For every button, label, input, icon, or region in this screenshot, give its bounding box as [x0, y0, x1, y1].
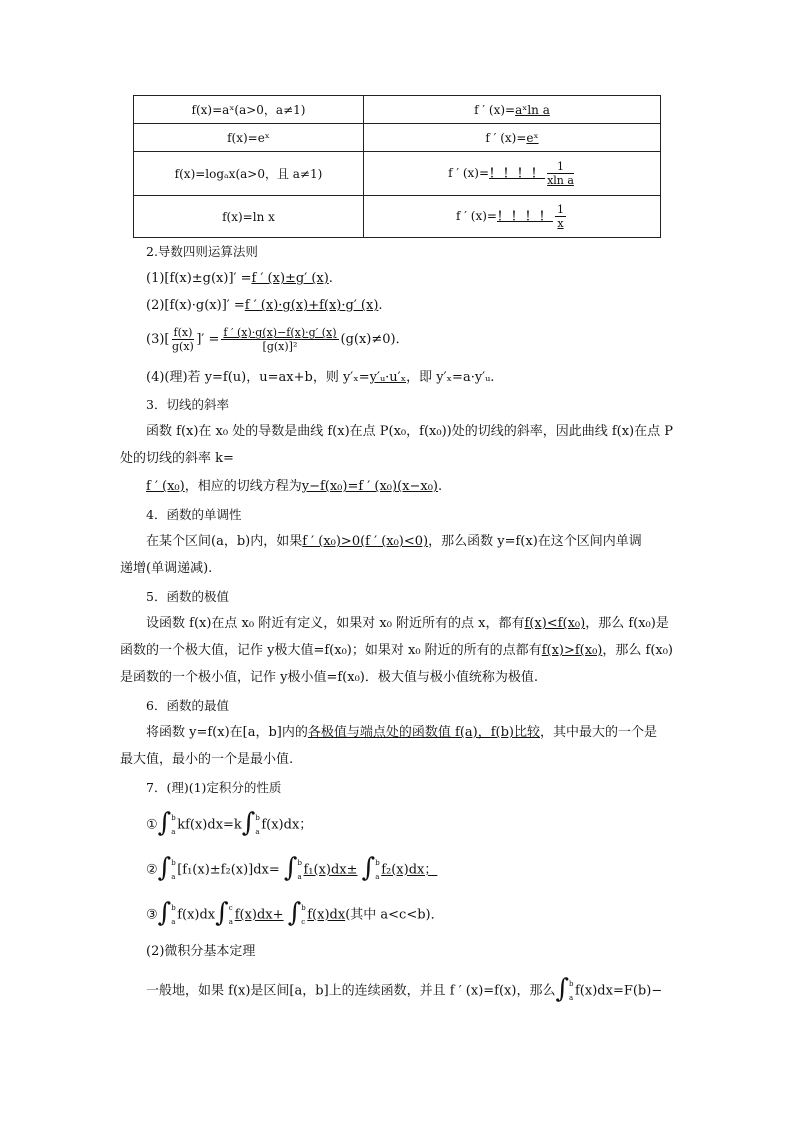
- rule-line: [146, 298, 383, 314]
- section-heading: 4．函数的单调性: [146, 507, 242, 522]
- paragraph-text: 在某个区间(a，b)内，如果: [146, 534, 303, 549]
- table-row: [134, 96, 661, 124]
- paragraph-line: [146, 534, 642, 550]
- table-cell-derivative: [364, 152, 661, 196]
- fraction: [555, 203, 566, 230]
- lower-limit: a: [228, 918, 233, 926]
- rule-answer: f ′ (x)·g(x)+f(x)·g′ (x): [244, 298, 379, 313]
- rule-line: [146, 325, 409, 355]
- integral-limits: [229, 906, 235, 924]
- rule-text: (2)[f(x)·g(x)]′ =: [146, 298, 245, 313]
- lower-limit: a: [171, 873, 176, 881]
- table-cell-function: f(x)=logₐx(a>0，且 a≠1): [134, 152, 364, 196]
- paragraph-text: ，其中最大的一个是: [540, 725, 658, 740]
- paragraph-text: 函数的一个极大值，记作 y极大值=f(x₀)；如果对 x₀ 附近的所有的点都有: [120, 643, 542, 658]
- lower-limit: a: [171, 918, 176, 926]
- paragraph-text: 将函数 y=f(x)在[a，b]内的: [146, 725, 308, 740]
- paragraph-line: 递增(单调递减).: [120, 561, 213, 576]
- fraction-numerator: 1: [557, 203, 564, 216]
- fraction-denominator: [g(x)]²: [262, 340, 298, 353]
- rule-answer: f ′ (x)±g′ (x): [251, 271, 329, 286]
- rule-text: (1)[f(x)±g(x)]′ =: [146, 271, 252, 286]
- table-cell-derivative: [364, 124, 661, 152]
- integral-sign: ∫: [287, 898, 302, 928]
- table-cell-function: f(x)=ln x: [134, 196, 364, 238]
- fraction-numerator: f(x): [173, 326, 193, 339]
- derivative-prefix: f ′ (x)=: [448, 166, 490, 180]
- fraction-denominator: xln a: [547, 174, 574, 187]
- rule-answer: y′ᵤ·u′ₓ: [369, 370, 407, 385]
- section-heading: 7．(理)(1)定积分的性质: [146, 780, 282, 795]
- rule-text: (g(x)≠0)．: [340, 332, 409, 347]
- answer-blank: ！！！！: [489, 166, 546, 180]
- integral-sign: ∫: [157, 808, 172, 838]
- answer-blank: ！！！！: [496, 209, 553, 223]
- paragraph-line: 最大值，最小的一个是最小值.: [120, 752, 294, 767]
- integral-limits: [255, 816, 261, 834]
- paragraph-text: ，那么 f(x₀): [602, 643, 674, 658]
- upper-limit: b: [171, 859, 176, 867]
- answer-text: f₁(x)dx±: [303, 862, 358, 878]
- integral-sign: ∫: [283, 853, 298, 883]
- table-row: [134, 152, 661, 196]
- answer-text: f(x)<f(x₀): [524, 616, 586, 631]
- section-heading: 3．切线的斜率: [146, 397, 229, 412]
- lower-limit: a: [569, 994, 574, 1002]
- integral-limits: [297, 861, 303, 879]
- integral-sign: ∫: [361, 853, 376, 883]
- fraction-numerator: 1: [547, 160, 574, 174]
- fraction: [547, 160, 574, 187]
- item-marker: ①: [146, 817, 158, 833]
- paragraph-line: [146, 616, 669, 632]
- answer-text: f₂(x)dx；: [381, 862, 438, 878]
- integral-sign: ∫: [241, 808, 256, 838]
- table-cell-derivative: [364, 96, 661, 124]
- rule-text: ，即 y′ₓ=a·y′ᵤ.: [406, 370, 495, 385]
- integral-limits: [301, 906, 307, 924]
- rule-text: (4)(理)若 y=f(u)，u=ax+b，则 y′ₓ=: [146, 370, 370, 385]
- lower-limit: a: [297, 873, 302, 881]
- integral-limits: [171, 861, 177, 879]
- answer-text: f(x)>f(x₀): [541, 643, 603, 658]
- paragraph-text: 一般地，如果 f(x)是区间[a，b]上的连续函数，并且 f ′ (x)=f(x)，那么: [146, 983, 556, 999]
- integral-property-1: [146, 808, 313, 838]
- rule-text: (3)[: [146, 332, 170, 347]
- paragraph-text: ，相应的切线方程为: [184, 479, 302, 494]
- fraction-denominator: g(x): [172, 340, 194, 353]
- item-marker: ②: [146, 862, 158, 878]
- rule-text: .: [378, 298, 383, 313]
- paragraph-text: ，那么函数 y=f(x)在这个区间内单调: [428, 534, 642, 549]
- fraction: [221, 326, 338, 353]
- lower-limit: a: [375, 873, 380, 881]
- table-row: [134, 196, 661, 238]
- upper-limit: b: [569, 980, 574, 988]
- table-cell-derivative: [364, 196, 661, 238]
- table-cell-function: f(x)=eˣ: [134, 124, 364, 152]
- upper-limit: c: [228, 904, 233, 912]
- formula-text: (其中 a<c<b)．: [345, 907, 444, 923]
- formula-text: f(x)dx；: [261, 817, 313, 833]
- paragraph-text: .: [438, 479, 443, 494]
- rule-line: [146, 271, 333, 287]
- table-cell-function: f(x)=aˣ(a>0，a≠1): [134, 96, 364, 124]
- fraction-denominator: x: [557, 217, 564, 230]
- integral-sign: ∫: [157, 898, 172, 928]
- integral-limits: [171, 906, 177, 924]
- integral-limits: [375, 861, 381, 879]
- fraction-numerator: f ′ (x)·g(x)−f(x)·g′ (x): [223, 326, 337, 339]
- sub-heading: (2)微积分基本定理: [146, 944, 256, 959]
- derivative-table: [133, 95, 661, 238]
- lower-limit: a: [171, 828, 176, 836]
- paragraph-line: [146, 725, 657, 741]
- upper-limit: b: [375, 859, 380, 867]
- integral-property-2: [146, 853, 438, 883]
- section-heading: 6．函数的最值: [146, 698, 229, 713]
- integral-sign: ∫: [215, 898, 229, 928]
- answer-text: f ′ (x₀)>0(f ′ (x₀)<0): [302, 534, 429, 549]
- derivative-answer: eˣ: [526, 130, 539, 145]
- formula-text: f(x)dx: [177, 907, 216, 923]
- paragraph-line: 函数 f(x)在 x₀ 处的导数是曲线 f(x)在点 P(x₀，f(x₀))处的切线的斜率，因此曲线 f(x)在点 P: [146, 424, 674, 439]
- paragraph-line: 是函数的一个极小值，记作 y极小值=f(x₀)．极大值与极小值统称为极值.: [120, 670, 538, 685]
- upper-limit: b: [171, 814, 176, 822]
- table-row: [134, 124, 661, 152]
- derivative-prefix: f ′ (x)=: [485, 130, 527, 145]
- answer-text: f(x)dx: [307, 907, 346, 923]
- answer-text: f(x)dx+: [234, 907, 284, 923]
- integral-sign: ∫: [555, 974, 569, 1004]
- paragraph-line: [120, 643, 673, 659]
- section-heading: 5．函数的极值: [146, 589, 229, 604]
- fraction: [172, 326, 195, 353]
- answer-text: f ′ (x₀): [146, 479, 185, 494]
- integral-limits: [171, 816, 177, 834]
- lower-limit: c: [301, 918, 306, 926]
- upper-limit: b: [255, 814, 260, 822]
- rule-text: ]′ =: [196, 332, 220, 347]
- integral-limits: [569, 982, 575, 1000]
- paragraph-line: [146, 479, 442, 495]
- paragraph-line: [146, 974, 663, 1004]
- paragraph-text: 设函数 f(x)在点 x₀ 附近有定义，如果对 x₀ 附近所有的点 x，都有: [146, 616, 525, 631]
- derivative-answer: aˣln a: [515, 102, 550, 117]
- paragraph-text: f(x)dx=F(b)−: [575, 983, 663, 999]
- upper-limit: b: [297, 859, 302, 867]
- upper-limit: b: [301, 904, 306, 912]
- section-heading: 2.导数四则运算法则: [146, 244, 258, 259]
- formula-text: kf(x)dx=k: [177, 817, 242, 833]
- lower-limit: a: [255, 828, 260, 836]
- integral-sign: ∫: [157, 853, 172, 883]
- upper-limit: b: [171, 904, 176, 912]
- answer-text: y−f(x₀)=f ′ (x₀)(x−x₀): [301, 479, 438, 494]
- rule-text: .: [328, 271, 333, 286]
- item-marker: ③: [146, 907, 158, 923]
- derivative-prefix: f ′ (x)=: [474, 102, 516, 117]
- derivative-prefix: f ′ (x)=: [456, 209, 497, 223]
- answer-text: 各极值与端点处的函数值 f(a)，f(b)比较: [307, 725, 540, 740]
- formula-text: [f₁(x)±f₂(x)]dx=: [177, 862, 280, 878]
- paragraph-text: ，那么 f(x₀)是: [585, 616, 669, 631]
- paragraph-line: 处的切线的斜率 k=: [120, 451, 234, 466]
- integral-property-3: [146, 898, 444, 928]
- rule-line: [146, 370, 494, 386]
